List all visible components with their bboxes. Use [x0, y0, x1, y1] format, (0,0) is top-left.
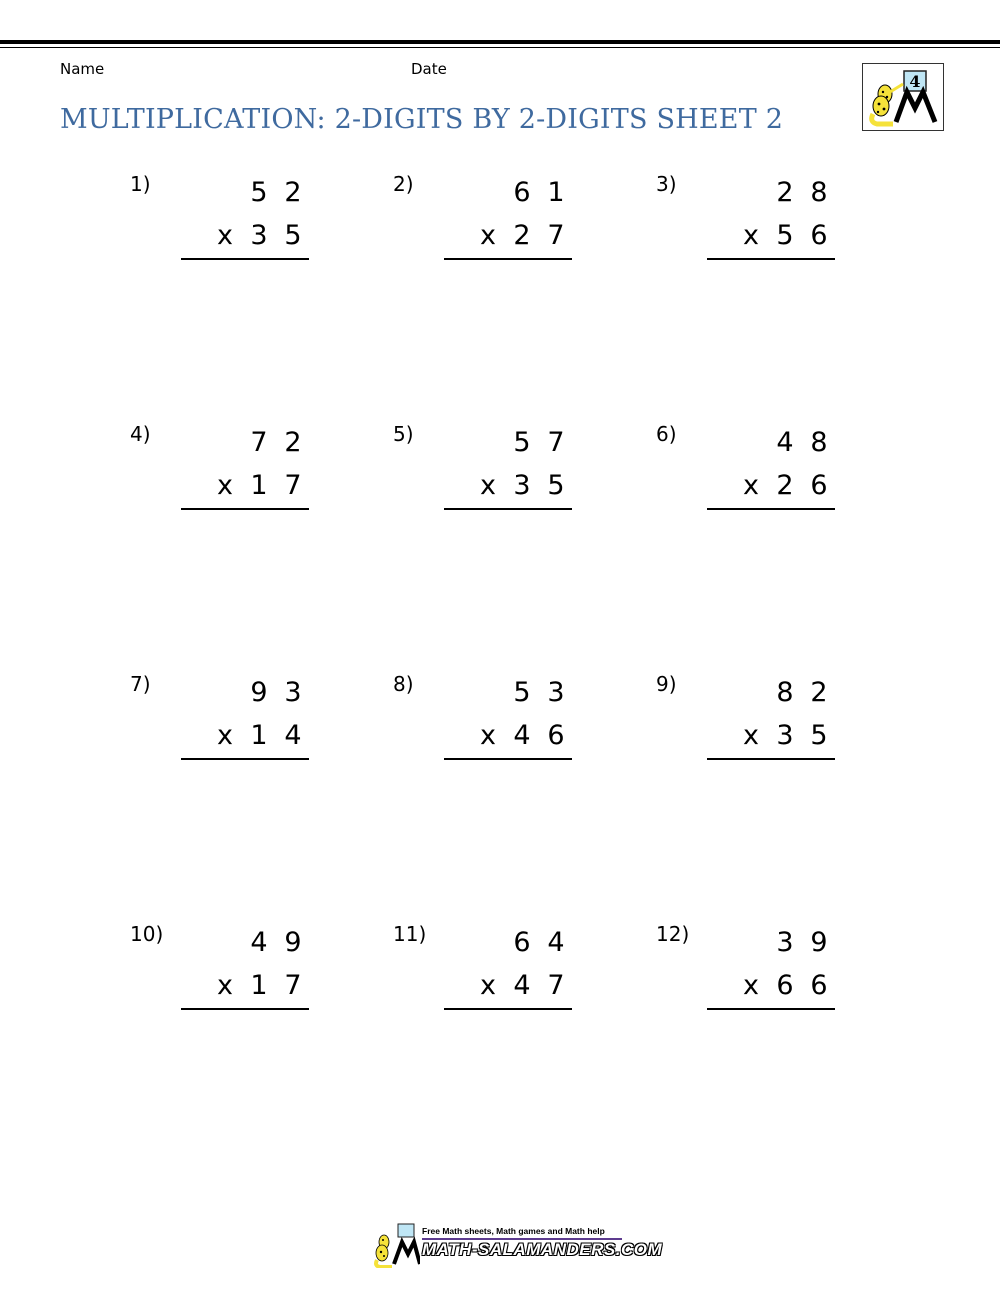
multiply-sign: x: [743, 220, 759, 251]
multiplier: [471, 220, 573, 251]
multiply-sign: x: [743, 470, 759, 501]
worksheet-title: MULTIPLICATION: 2-DIGITS BY 2-DIGITS SHEET 2: [60, 104, 784, 135]
problem-number: 5): [393, 422, 414, 446]
multiplicand-digit: 5: [250, 177, 268, 208]
date-label: Date: [411, 60, 447, 78]
multiplicand: [505, 677, 573, 708]
multiplier-digit: 7: [284, 970, 302, 1001]
multiplier: [734, 970, 836, 1001]
multiplicand: [505, 927, 573, 958]
problem-2: [393, 172, 573, 282]
multiplier-digit: 2: [776, 470, 794, 501]
multiply-sign: x: [480, 720, 496, 751]
multiplier-digit: 1: [250, 470, 268, 501]
multiplicand: [768, 177, 836, 208]
multiplier-digit: 3: [776, 720, 794, 751]
multiplier-digit: 5: [284, 220, 302, 251]
multiplier: [471, 720, 573, 751]
answer-line: [444, 258, 572, 260]
multiplicand-digit: 7: [250, 427, 268, 458]
problem-3: [656, 172, 836, 282]
answer-line: [181, 1008, 309, 1010]
answer-line: [707, 508, 835, 510]
multiplier: [734, 220, 836, 251]
multiplier: [734, 470, 836, 501]
multiplicand-digit: 6: [513, 177, 531, 208]
problem-number: 1): [130, 172, 151, 196]
problem-number: 9): [656, 672, 677, 696]
multiplicand: [505, 427, 573, 458]
problem-number: 4): [130, 422, 151, 446]
multiplier-digit: 6: [810, 220, 828, 251]
multiply-sign: x: [217, 470, 233, 501]
footer-salamander-icon: [372, 1222, 420, 1268]
multiplicand-digit: 5: [513, 427, 531, 458]
problem-number: 2): [393, 172, 414, 196]
problem-9: [656, 672, 836, 782]
multiply-sign: x: [743, 720, 759, 751]
multiplier-digit: 2: [513, 220, 531, 251]
salamander-icon: [863, 64, 943, 130]
name-label: Name: [60, 60, 105, 78]
answer-line: [444, 508, 572, 510]
multiplicand-digit: 3: [776, 927, 794, 958]
top-rule-thin: [0, 47, 1000, 48]
problem-number: 6): [656, 422, 677, 446]
problem-number: 12): [656, 922, 690, 946]
multiplier-digit: 4: [513, 720, 531, 751]
multiplicand-digit: 8: [810, 427, 828, 458]
multiply-sign: x: [217, 970, 233, 1001]
answer-line: [181, 258, 309, 260]
problem-number: 8): [393, 672, 414, 696]
multiplicand-digit: 2: [284, 177, 302, 208]
multiplicand: [505, 177, 573, 208]
multiplier-digit: 6: [547, 720, 565, 751]
problem-12: [656, 922, 836, 1032]
multiplier-digit: 4: [513, 970, 531, 1001]
multiplicand-digit: 5: [513, 677, 531, 708]
multiplier-digit: 7: [547, 970, 565, 1001]
multiplicand: [242, 927, 310, 958]
multiply-sign: x: [480, 970, 496, 1001]
multiplier: [208, 470, 310, 501]
multiplier-digit: 5: [547, 470, 565, 501]
problem-number: 10): [130, 922, 164, 946]
multiply-sign: x: [480, 220, 496, 251]
problem-number: 11): [393, 922, 427, 946]
problem-number: 3): [656, 172, 677, 196]
problem-number: 7): [130, 672, 151, 696]
multiplier-digit: 6: [810, 970, 828, 1001]
top-rule-thick: [0, 40, 1000, 44]
answer-line: [707, 258, 835, 260]
multiplier: [734, 720, 836, 751]
answer-line: [444, 1008, 572, 1010]
answer-line: [444, 758, 572, 760]
multiplicand: [768, 427, 836, 458]
multiplier-digit: 6: [810, 470, 828, 501]
multiplier: [208, 970, 310, 1001]
answer-line: [707, 758, 835, 760]
answer-line: [707, 1008, 835, 1010]
problem-8: [393, 672, 573, 782]
multiplicand-digit: 9: [284, 927, 302, 958]
logo-grade-text: 4: [909, 72, 921, 91]
multiplier-digit: 5: [776, 220, 794, 251]
answer-line: [181, 758, 309, 760]
multiplicand-digit: 1: [547, 177, 565, 208]
multiplicand-digit: 3: [547, 677, 565, 708]
multiplicand-digit: 2: [810, 677, 828, 708]
problem-5: [393, 422, 573, 532]
multiplier: [208, 220, 310, 251]
multiply-sign: x: [480, 470, 496, 501]
multiplier-digit: 4: [284, 720, 302, 751]
multiplier-digit: 7: [284, 470, 302, 501]
multiplier-digit: 3: [513, 470, 531, 501]
multiplicand-digit: 2: [284, 427, 302, 458]
multiplicand: [768, 677, 836, 708]
multiplier-digit: 3: [250, 220, 268, 251]
footer-site-name: MATH-SALAMANDERS.COM: [422, 1240, 663, 1259]
footer-tagline: Free Math sheets, Math games and Math help: [422, 1226, 605, 1236]
problem-4: [130, 422, 310, 532]
multiplicand-digit: 6: [513, 927, 531, 958]
problem-6: [656, 422, 836, 532]
salamander-logo: [862, 63, 944, 131]
multiply-sign: x: [743, 970, 759, 1001]
multiplier: [471, 970, 573, 1001]
multiplicand: [242, 427, 310, 458]
problem-1: [130, 172, 310, 282]
multiplier-digit: 6: [776, 970, 794, 1001]
multiplicand: [242, 177, 310, 208]
multiplicand: [768, 927, 836, 958]
multiplicand-digit: 4: [250, 927, 268, 958]
multiplier-digit: 1: [250, 720, 268, 751]
multiplicand-digit: 9: [810, 927, 828, 958]
multiplicand-digit: 4: [776, 427, 794, 458]
answer-line: [181, 508, 309, 510]
multiplicand-digit: 3: [284, 677, 302, 708]
multiplier-digit: 5: [810, 720, 828, 751]
multiplicand-digit: 8: [776, 677, 794, 708]
multiplicand-digit: 8: [810, 177, 828, 208]
problem-7: [130, 672, 310, 782]
multiplicand: [242, 677, 310, 708]
problem-10: [130, 922, 310, 1032]
multiplicand-digit: 2: [776, 177, 794, 208]
multiplicand-digit: 7: [547, 427, 565, 458]
multiplier-digit: 7: [547, 220, 565, 251]
multiply-sign: x: [217, 220, 233, 251]
multiplicand-digit: 4: [547, 927, 565, 958]
multiplier: [471, 470, 573, 501]
problem-11: [393, 922, 573, 1032]
multiplier: [208, 720, 310, 751]
multiply-sign: x: [217, 720, 233, 751]
multiplicand-digit: 9: [250, 677, 268, 708]
footer-logo: [372, 1222, 663, 1268]
multiplier-digit: 1: [250, 970, 268, 1001]
